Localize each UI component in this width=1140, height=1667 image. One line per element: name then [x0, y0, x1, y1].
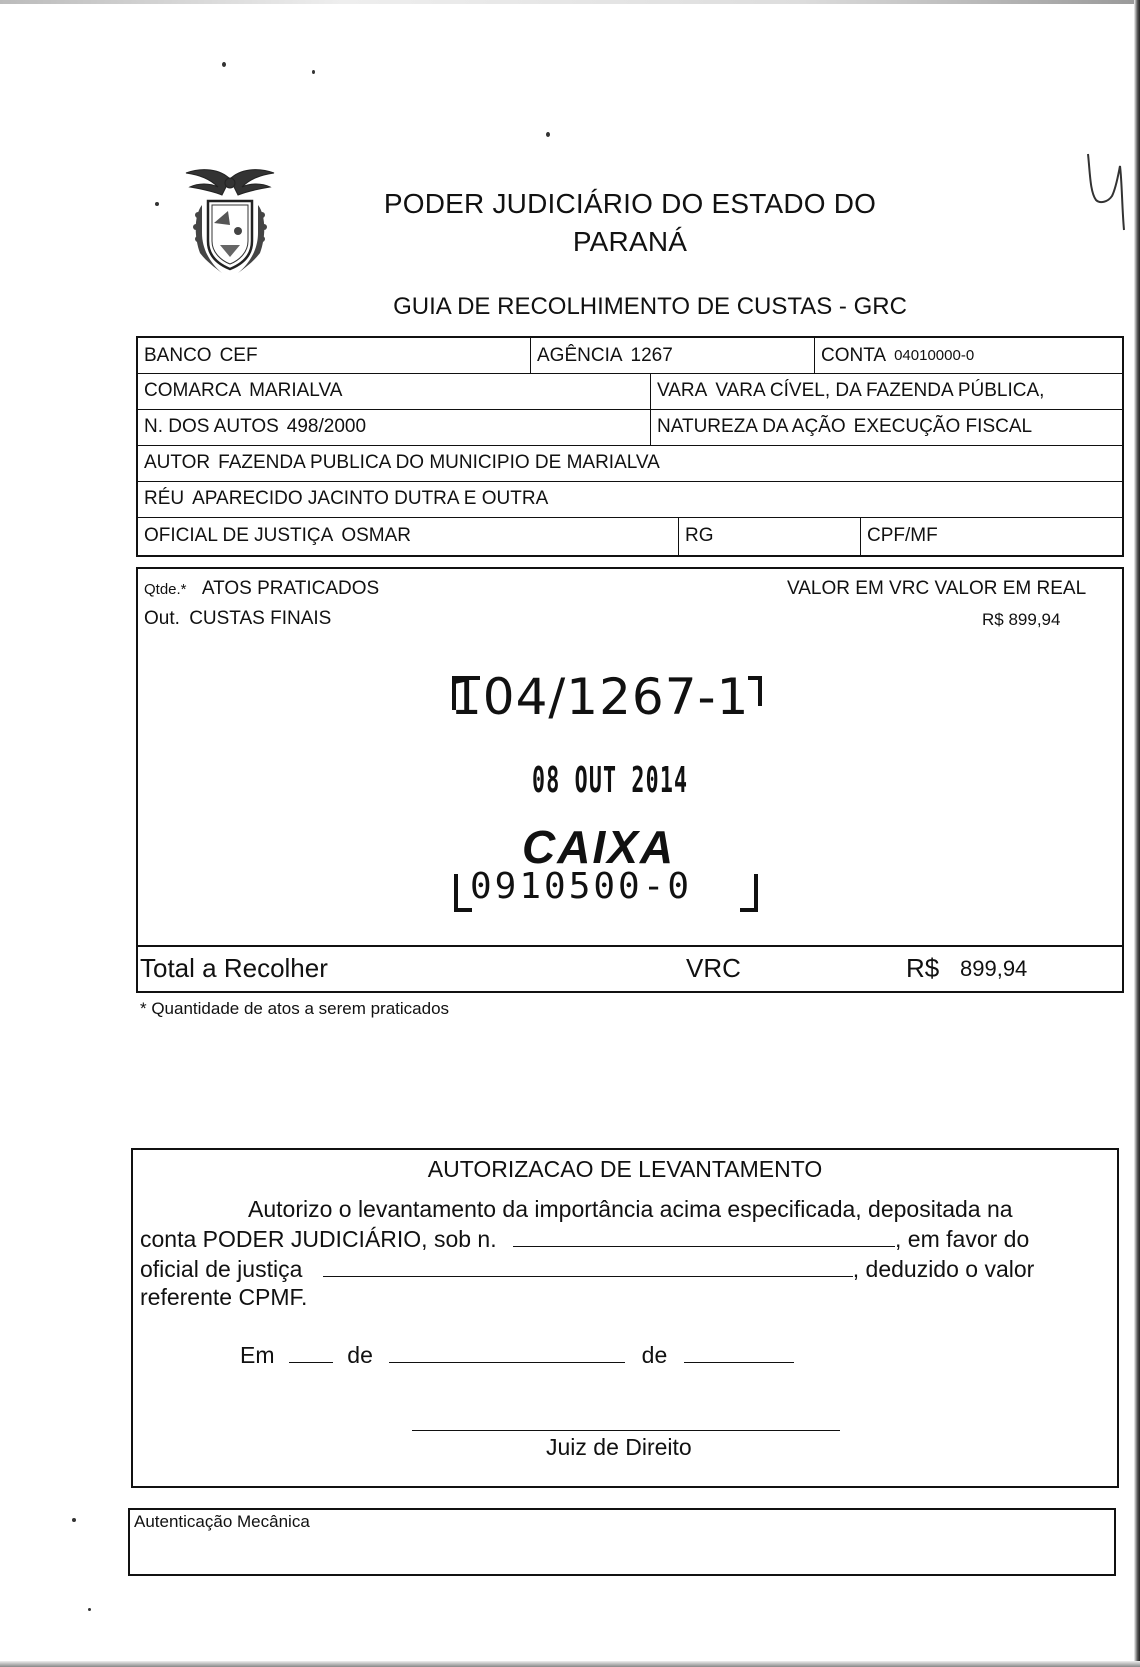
table-row — [138, 445, 1122, 482]
stamp-date: 08 OUT 2014 — [532, 760, 689, 801]
date-line: Em de de — [240, 1342, 794, 1369]
atos-praticados-label: ATOS PRATICADOS — [201, 578, 380, 599]
reu-value: APARECIDO JACINTO DUTRA E OUTRA — [192, 488, 549, 509]
total-value: 899,94 — [960, 956, 1028, 981]
rg-cell: RG — [678, 517, 855, 555]
table-row — [138, 481, 1122, 518]
authorization-line-3: oficial de justiça , deduzido o valor — [140, 1256, 1035, 1282]
oficial-cell: OFICIAL DE JUSTIÇA OSMAR — [144, 525, 412, 546]
authorization-line-4: referente CPMF. — [140, 1284, 308, 1310]
conta-cell: CONTA 04010000-0 — [814, 338, 1126, 373]
month-blank — [389, 1342, 625, 1363]
vara-cell: VARA VARA CÍVEL, DA FAZENDA PÚBLICA, — [650, 373, 1127, 409]
footnote: * Quantidade de atos a serem praticados — [140, 999, 450, 1018]
stamp-code-top: 104/1267-1 — [450, 668, 750, 726]
parana-coat-of-arms-icon — [180, 165, 280, 283]
stamp-corner-top-right — [748, 676, 762, 706]
day-blank — [289, 1342, 333, 1363]
cpf-cell: CPF/MF — [860, 517, 1127, 555]
speck — [312, 70, 315, 74]
comarca-cell: COMARCA MARIALVA — [144, 380, 343, 401]
costs-qtde-line: Qtde.* ATOS PRATICADOS — [144, 578, 380, 599]
scan-top-edge — [0, 0, 1140, 4]
total-currency: R$ — [906, 953, 940, 983]
authorization-line-1: Autorizo o levantamento da importância acima especificada, depositada na — [248, 1196, 1013, 1222]
table-row — [138, 409, 1122, 446]
officer-name-blank — [323, 1256, 853, 1277]
table-row — [138, 517, 1122, 555]
autos-cell: N. DOS AUTOS 498/2000 — [144, 416, 367, 437]
custas-finais-label: CUSTAS FINAIS — [189, 608, 332, 629]
stamp-corner-bottom-right — [740, 874, 758, 912]
handwritten-page-number — [1078, 152, 1126, 232]
oficial-value: OSMAR — [341, 525, 412, 546]
agencia-value: 1267 — [630, 344, 673, 366]
comarca-value: MARIALVA — [249, 380, 343, 401]
reu-cell: RÉU APARECIDO JACINTO DUTRA E OUTRA — [144, 488, 549, 509]
custas-finais-value: R$ 899,94 — [982, 610, 1061, 629]
document-title: PODER JUDICIÁRIO DO ESTADO DO PARANÁ — [383, 188, 877, 257]
conta-value: 04010000-0 — [894, 347, 975, 364]
authorization-line-2: conta PODER JUDICIÁRIO, sob n. , em favor do — [140, 1226, 1030, 1252]
scan-bottom-edge — [0, 1661, 1140, 1667]
mechanical-authentication-label: Autenticação Mecânica — [134, 1512, 310, 1531]
identification-table — [136, 336, 1124, 557]
valor-header: VALOR EM VRC VALOR EM REAL — [787, 578, 1087, 599]
year-blank — [684, 1342, 794, 1363]
account-number-blank — [513, 1226, 895, 1247]
vara-value: VARA CÍVEL, DA FAZENDA PÚBLICA, — [715, 380, 1045, 401]
total-label: Total a Recolher — [140, 953, 328, 983]
banco-value: CEF — [219, 344, 258, 366]
natureza-value: EXECUÇÃO FISCAL — [853, 416, 1033, 437]
mechanical-authentication-box — [128, 1508, 1116, 1576]
speck — [88, 1608, 91, 1611]
speck — [222, 62, 226, 67]
form-subtitle: GUIA DE RECOLHIMENTO DE CUSTAS - GRC — [393, 293, 907, 320]
speck — [546, 132, 550, 137]
total-vrc: VRC — [686, 953, 741, 983]
agencia-cell: AGÊNCIA 1267 — [530, 338, 809, 373]
autor-value: FAZENDA PUBLICA DO MUNICIPIO DE MARIALVA — [218, 452, 660, 473]
speck — [155, 202, 159, 206]
table-row — [138, 338, 1122, 374]
signature-label: Juiz de Direito — [546, 1434, 692, 1460]
banco-cell: BANCO CEF — [144, 344, 258, 366]
stamp-code-bottom: 0910500-0 — [470, 866, 693, 907]
autos-value: 498/2000 — [286, 416, 367, 437]
total-row — [136, 945, 1124, 993]
stamp-bank-name: CAIXA — [522, 821, 676, 873]
signature-line — [412, 1430, 840, 1431]
autor-cell: AUTOR FAZENDA PUBLICA DO MUNICIPIO DE MARIALVA — [144, 452, 660, 473]
custas-finais-line: Out. CUSTAS FINAIS — [144, 608, 332, 629]
table-row — [138, 373, 1122, 410]
natureza-cell: NATUREZA DA AÇÃO EXECUÇÃO FISCAL — [650, 409, 1127, 445]
speck — [72, 1518, 76, 1522]
scan-right-edge — [1134, 0, 1140, 1667]
authorization-title: AUTORIZACAO DE LEVANTAMENTO — [427, 1156, 823, 1182]
